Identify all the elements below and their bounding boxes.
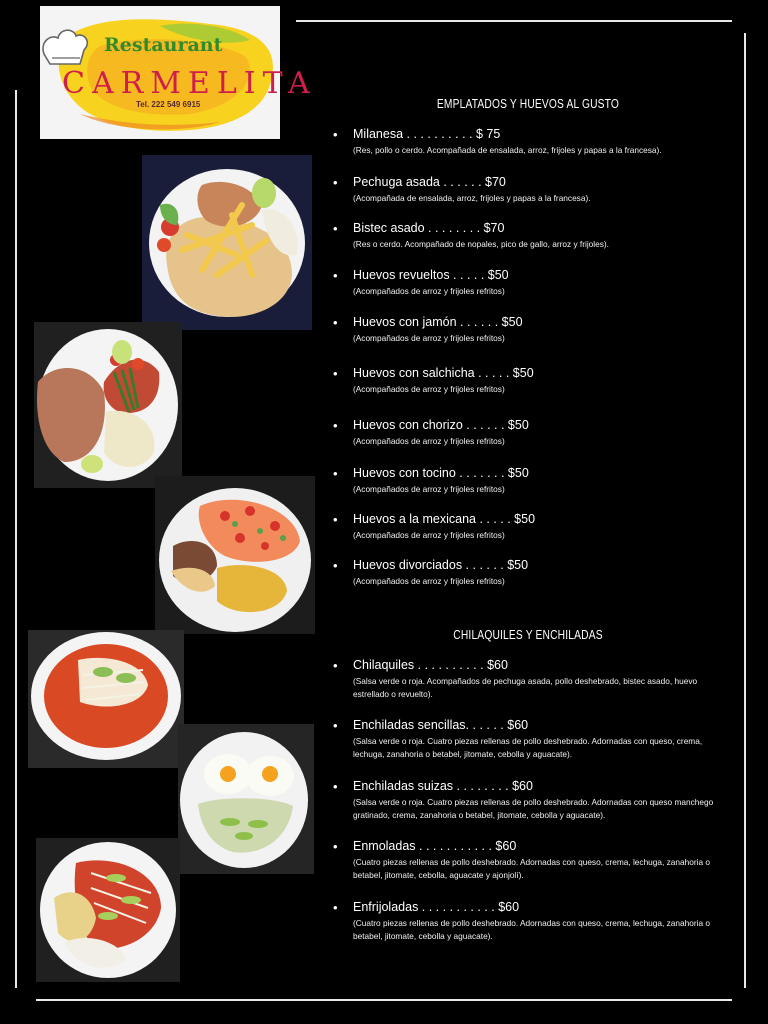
bullet-icon: • — [333, 315, 338, 330]
menu-item-name: Milanesa . . . . . . . . . . $ 75 — [353, 127, 501, 141]
menu-item-desc: (Acompañada de ensalada, arroz, frijoles y papas a la francesa). — [353, 193, 591, 203]
menu-item-name: Enmoladas . . . . . . . . . . . $60 — [353, 839, 517, 853]
menu-item-desc: (Res o cerdo. Acompañado de nopales, pico de gallo, arroz y frijoles). — [353, 239, 609, 249]
menu-item-name: Enchiladas suizas . . . . . . . . $60 — [353, 779, 533, 793]
bullet-icon: • — [333, 718, 338, 733]
bullet-icon: • — [333, 127, 338, 142]
menu-item-name: Huevos con jamón . . . . . . $50 — [353, 315, 523, 329]
bottom-rule — [36, 999, 732, 1001]
menu-item-name: Chilaquiles . . . . . . . . . . $60 — [353, 658, 508, 672]
bullet-icon: • — [333, 221, 338, 236]
menu-item-desc: (Acompañados de arroz y frijoles refritos) — [353, 484, 505, 494]
bullet-icon: • — [333, 175, 338, 190]
menu-item-desc: (Acompañados de arroz y frijoles refritos) — [353, 384, 505, 394]
bullet-icon: • — [333, 558, 338, 573]
bistec-plate-photo — [34, 322, 182, 488]
logo-restaurant-text: Restaurant — [104, 34, 223, 56]
menu-item-name: Enchiladas sencillas. . . . . . $60 — [353, 718, 529, 732]
bullet-icon: • — [333, 779, 338, 794]
enchiladas-verdes-plate-photo — [36, 838, 180, 982]
menu-item-desc: (Acompañados de arroz y frijoles refritos) — [353, 576, 505, 586]
bullet-icon: • — [333, 512, 338, 527]
logo-name-text: CARMELITA — [62, 66, 317, 101]
section-title-emplatados: EMPLATADOS Y HUEVOS AL GUSTO — [436, 97, 620, 111]
restaurant-logo — [40, 6, 317, 139]
left-rule — [15, 90, 17, 988]
menu-item-desc: (Cuatro piezas rellenas de pollo deshebrado. Adornadas con queso, crema, lechuga, zanahoria o betabel, jitomate, cebolla, aguacate y ajonjolí). — [353, 857, 710, 880]
chef-hat-icon — [43, 30, 87, 64]
top-rule — [296, 20, 732, 22]
bullet-icon: • — [333, 658, 338, 673]
menu-item-name: Huevos divorciados . . . . . . $50 — [353, 558, 529, 572]
menu-item-desc: (Acompañados de arroz y frijoles refritos) — [353, 436, 505, 446]
menu-item-name: Huevos revueltos . . . . . $50 — [353, 268, 509, 282]
logo-phone-text: Tel. 222 549 6915 — [136, 100, 201, 109]
bullet-icon: • — [333, 418, 338, 433]
bullet-icon: • — [333, 466, 338, 481]
menu-item-desc: (Salsa verde o roja. Cuatro piezas rellenas de pollo deshebrado. Adornadas con queso manchego gratinado, crema, zanahoria o betabel, jitomate, cebolla y aguacate). — [353, 797, 714, 820]
right-rule — [744, 33, 746, 988]
menu-item-desc: (Cuatro piezas rellenas de pollo deshebrado. Adornadas con queso, crema, lechuga, zanahoria o betabel, jitomate, cebolla y aguacate). — [353, 918, 710, 941]
menu-item-desc: (Salsa verde o roja. Cuatro piezas rellenas de pollo deshebrado. Adornadas con queso, crema, lechuga, zanahoria o betabel, jitomate, cebolla y aguacate). — [353, 736, 703, 759]
menu-item-desc: (Acompañados de arroz y frijoles refritos) — [353, 286, 505, 296]
bullet-icon: • — [333, 839, 338, 854]
menu-item-name: Bistec asado . . . . . . . . $70 — [353, 221, 505, 235]
milanesa-plate-photo — [142, 155, 312, 330]
menu-item-desc: (Acompañados de arroz y frijoles refritos) — [353, 333, 505, 343]
menu-item-name: Huevos a la mexicana . . . . . $50 — [353, 512, 536, 526]
huevos-mexicana-plate-photo — [155, 476, 315, 634]
menu-item-name: Huevos con chorizo . . . . . . $50 — [353, 418, 529, 432]
menu-item-name: Pechuga asada . . . . . . $70 — [353, 175, 506, 189]
menu-item-name: Huevos con tocino . . . . . . . $50 — [353, 466, 529, 480]
menu-item-name: Huevos con salchicha . . . . . $50 — [353, 366, 534, 380]
huevos-divorciados-plate-photo — [178, 724, 314, 874]
bullet-icon: • — [333, 268, 338, 283]
menu-item-desc: (Salsa verde o roja. Acompañados de pechuga asada, pollo deshebrado, bistec asado, huevo estrellado o revuelto). — [353, 676, 698, 699]
bullet-icon: • — [333, 366, 338, 381]
bullet-icon: • — [333, 900, 338, 915]
menu-item-name: Enfrijoladas . . . . . . . . . . . $60 — [353, 900, 520, 914]
menu-item-desc: (Acompañados de arroz y frijoles refritos) — [353, 530, 505, 540]
section-title-chilaquiles: CHILAQUILES Y ENCHILADAS — [453, 628, 603, 642]
menu-item-desc: (Res, pollo o cerdo. Acompañada de ensalada, arroz, frijoles y papas a la francesa). — [353, 145, 662, 155]
enchiladas-rojas-plate-photo — [28, 630, 184, 768]
